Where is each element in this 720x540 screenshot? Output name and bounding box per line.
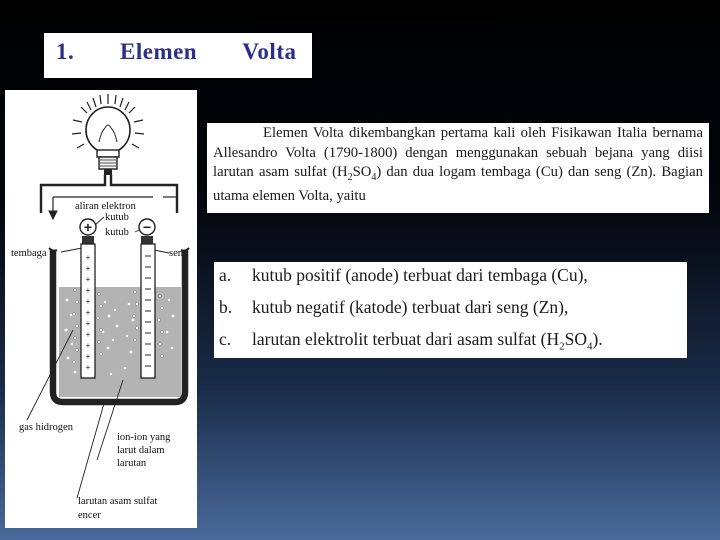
volta-cell-diagram xyxy=(5,90,197,528)
ions-label-line-1: ion-ion yang xyxy=(117,432,171,443)
paragraph-text-part-1: Elemen Volta dikembangkan pertama kali oleh Fisikawan Italia bernama Allesandro Volta (1790-1800) dengan menggunakan sebuah bejana yang diisi larutan asam sulfat (H xyxy=(213,125,703,180)
list-item-text-part-3: ). xyxy=(592,329,603,349)
list-item-letter: b. xyxy=(219,297,233,317)
zinc-label: seng xyxy=(169,248,189,259)
zinc-electrode xyxy=(141,244,155,378)
electron-flow-label: aliran elektron xyxy=(75,201,136,212)
svg-text:+: + xyxy=(85,297,91,306)
ions-label-line-3: larutan xyxy=(117,458,147,469)
negative-terminal xyxy=(139,219,155,244)
svg-text:+: + xyxy=(85,341,91,350)
copper-label: tembaga xyxy=(11,248,47,259)
title-box xyxy=(44,33,312,78)
svg-text:+: + xyxy=(85,319,91,328)
description-paragraph xyxy=(207,123,709,207)
list-item-letter: c. xyxy=(219,329,232,349)
solution-label-line-2: encer xyxy=(78,510,101,521)
positive-terminal xyxy=(80,219,96,244)
list-item-subscript-2: 4 xyxy=(586,340,593,353)
svg-text:+: + xyxy=(85,264,91,273)
volta-cell-svg xyxy=(5,90,197,528)
list-item-text-part-2: SO xyxy=(564,329,587,349)
description-box xyxy=(207,123,709,213)
list-item-subscript-1: 2 xyxy=(559,340,565,353)
svg-text:+: + xyxy=(85,275,91,284)
svg-text:+: + xyxy=(85,352,91,361)
paragraph-text-part-2: SO xyxy=(352,164,372,180)
minus-sign: − xyxy=(142,219,152,235)
copper-electrode xyxy=(81,244,95,378)
light-bulb-icon xyxy=(72,94,144,175)
solution-label-line-1: larutan asam sulfat xyxy=(78,496,158,507)
paragraph-subscript-1: 2 xyxy=(347,171,353,183)
list-item-letter: a. xyxy=(219,265,232,285)
list-item-text xyxy=(252,329,603,353)
list-item-text: kutub negatif (katode) terbuat dari seng (Zn), xyxy=(252,297,569,317)
paragraph-subscript-2: 4 xyxy=(371,171,377,183)
pole-label-2: kutub xyxy=(105,227,129,238)
svg-text:+: + xyxy=(85,308,91,317)
paragraph-text-part-3: ) dan dua logam tembaga (Cu) dan seng (Zn). Bagian utama elemen Volta, yaitu xyxy=(213,164,703,205)
list-item-text: kutub positif (anode) terbuat dari tembaga (Cu), xyxy=(252,265,588,285)
pole-label-1: kutub xyxy=(105,212,129,223)
svg-text:+: + xyxy=(85,253,91,262)
list-item-text-part-1: larutan elektrolit terbuat dari asam sulfat (H xyxy=(252,329,560,349)
ions-label-line-2: larut dalam xyxy=(117,445,165,456)
plus-sign: + xyxy=(83,219,93,235)
hydrogen-gas-label: gas hidrogen xyxy=(19,422,73,433)
slide-title: 1. Elemen Volta xyxy=(56,39,297,64)
svg-text:+: + xyxy=(85,363,91,372)
svg-text:+: + xyxy=(85,286,91,295)
parts-list xyxy=(214,262,687,358)
svg-text:+: + xyxy=(85,330,91,339)
